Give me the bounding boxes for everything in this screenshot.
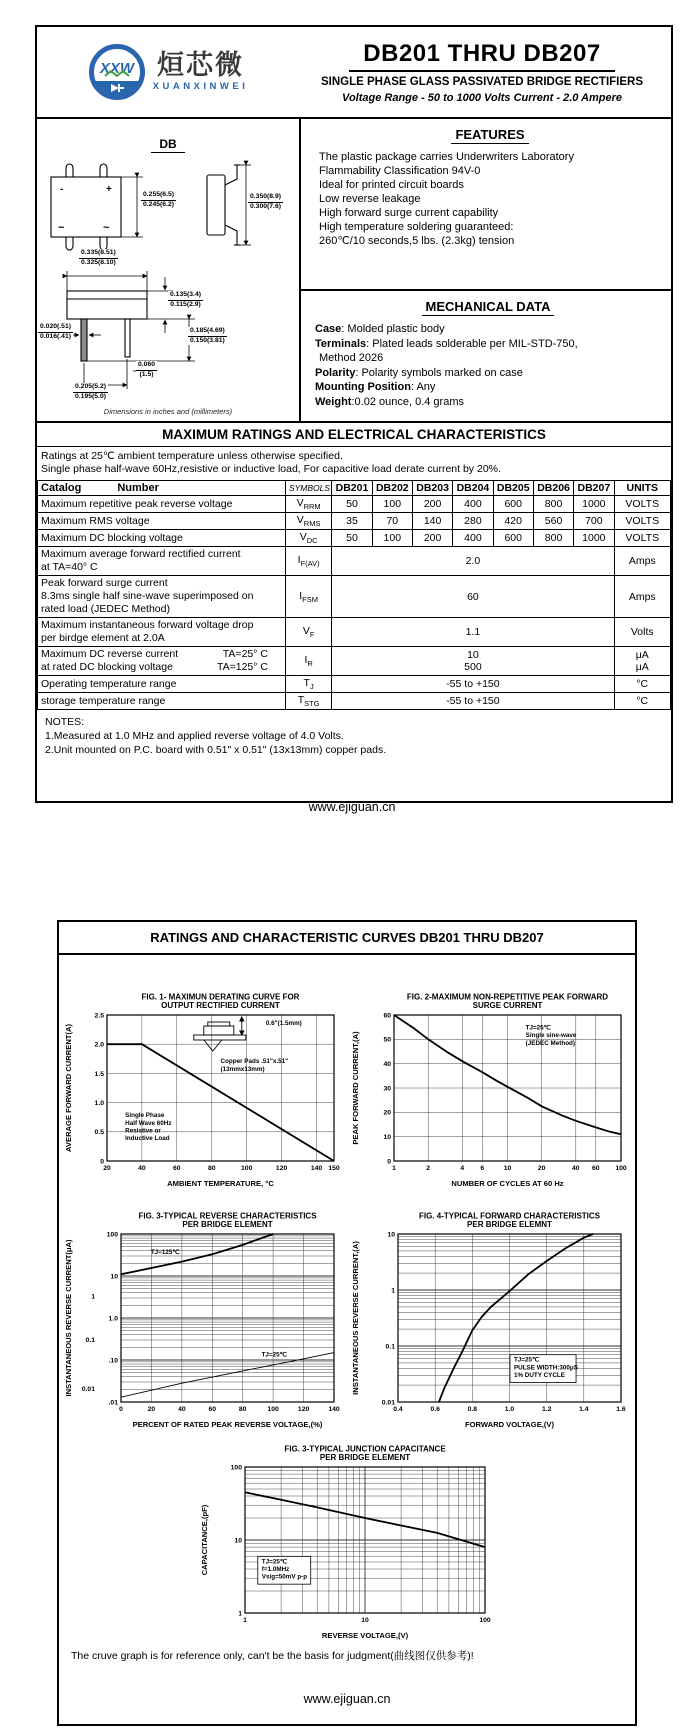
- parameter-name-cell: Peak forward surge current 8.3ms single half sine-wave superimposed on rated load (JEDEC Method): [38, 576, 286, 618]
- units-cell: Amps: [614, 576, 671, 618]
- svg-text:0.6: 0.6: [430, 1406, 440, 1413]
- parameter-name-cell: Maximum DC blocking voltage: [38, 530, 286, 547]
- parameter-name-cell: storage temperature range: [38, 693, 286, 710]
- mechanical-data-section: [301, 291, 671, 421]
- part-column-header: DB204: [453, 481, 493, 496]
- table-row: [38, 530, 671, 547]
- grid: [398, 1234, 621, 1402]
- value-cell: 60: [332, 576, 614, 618]
- symbol-cell: $V_F$: [285, 618, 331, 647]
- svg-text:150: 150: [328, 1165, 340, 1172]
- x-tick-labels: [243, 1617, 491, 1624]
- parameter-name-cell: Maximum DC reverse current TA=25° C at rated DC blocking voltage TA=125° C: [38, 647, 286, 676]
- svg-text:0.1: 0.1: [385, 1343, 395, 1351]
- y-axis-label: INSTANTANEOUS REVERSE CURRENT(μA): [64, 1239, 73, 1397]
- svg-text:40: 40: [383, 1061, 391, 1069]
- polarity-marks: [58, 184, 112, 234]
- svg-text:1: 1: [391, 1287, 395, 1295]
- mechanical-heading: MECHANICAL DATA: [315, 299, 661, 314]
- chart-title: [138, 1212, 317, 1230]
- svg-text:f=1.0MHz: f=1.0MHz: [261, 1565, 290, 1573]
- svg-text:0: 0: [387, 1158, 391, 1166]
- title-block: [299, 40, 671, 104]
- part-column-header: DB205: [493, 481, 533, 496]
- voltage-current-range: Voltage Range - 50 to 1000 Volts Current - 2.0 Ampere: [342, 92, 622, 104]
- svg-text:1: 1: [91, 1293, 95, 1301]
- svg-text:Single Phase: Single Phase: [125, 1112, 165, 1120]
- svg-text:1.0: 1.0: [108, 1315, 118, 1323]
- svg-text:40: 40: [178, 1406, 186, 1413]
- svg-text:100: 100: [230, 1464, 242, 1472]
- mechanical-line: Polarity: Polarity symbols marked on case: [315, 366, 523, 379]
- svg-text:0.01: 0.01: [81, 1386, 95, 1393]
- svg-text:(13mmx13mm): (13mmx13mm): [220, 1065, 265, 1073]
- value-cell: 35: [332, 513, 372, 530]
- fig2-surge-current-chart: [348, 991, 633, 1196]
- logo-chinese-name: 烜芯微: [156, 50, 244, 81]
- value-cell: 560: [533, 513, 573, 530]
- svg-text:TJ=25℃: TJ=25℃: [261, 1351, 287, 1359]
- y-axis-label: PEAK FORWARD CURRENT,(A): [351, 1031, 360, 1145]
- fig1-derating-curve-chart: [61, 991, 346, 1196]
- package-name: DB: [37, 137, 299, 151]
- svg-text:4: 4: [460, 1165, 465, 1172]
- features-heading: FEATURES: [319, 127, 661, 142]
- company-logo: [37, 43, 299, 101]
- mechanical-line: Method 2026: [319, 352, 384, 364]
- svg-text:0.1: 0.1: [85, 1337, 95, 1345]
- table-row: [38, 496, 671, 513]
- svg-text:+: +: [106, 184, 112, 195]
- x-axis-label: AMBIENT TEMPERATURE, °C: [167, 1179, 274, 1188]
- svg-text:PULSE WIDTH:300μS: PULSE WIDTH:300μS: [513, 1364, 579, 1372]
- svg-text:TJ=25℃: TJ=25℃: [513, 1356, 540, 1364]
- svg-text:100: 100: [106, 1231, 118, 1239]
- front-view: [51, 164, 121, 250]
- svg-text:6: 6: [480, 1165, 485, 1172]
- symbol-cell: $I_{FSM}$: [285, 576, 331, 618]
- table-row: [38, 693, 671, 710]
- header: [37, 27, 671, 119]
- ratings-conditions: [37, 447, 671, 480]
- value-cell: 400: [453, 530, 493, 547]
- dim-front-height: 0.255(6.5) 0.245(6.2): [143, 191, 174, 208]
- units-header: UNITS: [614, 481, 671, 496]
- dim-lead-width: 0.020(.51) 0.016(.41): [40, 323, 71, 340]
- x-tick-labels: [393, 1406, 626, 1413]
- svg-text:~: ~: [58, 222, 65, 234]
- units-cell: Amps: [614, 547, 671, 576]
- svg-text:1: 1: [238, 1610, 242, 1618]
- svg-text:1: 1: [243, 1617, 247, 1624]
- units-cell: Volts: [614, 618, 671, 647]
- svg-text:10: 10: [361, 1617, 369, 1624]
- svg-text:140: 140: [310, 1165, 323, 1172]
- dim-lead-pitch: 0.205(5.2) 0.195(5.0): [75, 383, 106, 400]
- svg-text:TJ=25℃: TJ=25℃: [525, 1024, 551, 1032]
- grid: [121, 1234, 334, 1402]
- curves-section-heading: RATINGS AND CHARACTERISTIC CURVES DB201 THRU DB207: [59, 922, 635, 955]
- part-column-header: DB202: [372, 481, 412, 496]
- svg-text:60: 60: [383, 1012, 391, 1020]
- svg-text:FIG. 3-TYPICAL JUNCTION CAPACI: FIG. 3-TYPICAL JUNCTION CAPACITANCE: [284, 1444, 446, 1454]
- value-cell: 400: [453, 496, 493, 513]
- svg-text:2.0: 2.0: [94, 1041, 104, 1049]
- value-cell: 800: [533, 496, 573, 513]
- dim-body-thickness: 0.135(3.4) 0.115(2.9): [170, 291, 201, 308]
- table-row: [38, 547, 671, 576]
- mechanical-list: [315, 322, 661, 409]
- package-and-features-row: [37, 119, 671, 423]
- y-tick-labels: [383, 1012, 391, 1165]
- svg-text:PER BRIDGE ELEMENT: PER BRIDGE ELEMENT: [182, 1220, 273, 1229]
- logo-text: [153, 52, 249, 92]
- x-tick-labels: [119, 1406, 340, 1413]
- x-axis-label: FORWARD VOLTAGE,(V): [464, 1420, 555, 1429]
- svg-text:1.5: 1.5: [94, 1070, 104, 1078]
- symbols-header: SYMBOLS: [285, 481, 331, 496]
- mechanical-line: Mounting Position: Any: [315, 381, 436, 393]
- mechanical-line: Case: Molded plastic body: [315, 323, 445, 335]
- svg-text:1.0: 1.0: [504, 1406, 515, 1413]
- svg-text:60: 60: [208, 1406, 217, 1413]
- svg-text:2: 2: [426, 1165, 431, 1172]
- package-outline-drawing: [37, 119, 299, 421]
- symbol-cell: $V_{RRM}$: [285, 496, 331, 513]
- fig3-reverse-characteristics-chart: [61, 1210, 346, 1437]
- y-tick-labels: [95, 1012, 105, 1165]
- svg-text:SURGE CURRENT: SURGE CURRENT: [472, 1001, 543, 1010]
- svg-text:10: 10: [387, 1231, 395, 1239]
- dim-body-width: 0.335(8.51) 0.325(8.10): [81, 249, 116, 266]
- svg-text:20: 20: [537, 1165, 546, 1172]
- svg-text:80: 80: [238, 1406, 247, 1413]
- annotations: [510, 1355, 578, 1383]
- svg-text:100: 100: [479, 1617, 491, 1624]
- svg-text:0: 0: [119, 1406, 123, 1413]
- svg-text:30: 30: [383, 1085, 391, 1093]
- svg-text:120: 120: [297, 1406, 310, 1413]
- symbol-cell: $V_{RMS}$: [285, 513, 331, 530]
- figures-row-3: [59, 1443, 635, 1648]
- mechanical-line: Weight:0.02 ounce, 0.4 grams: [315, 395, 464, 408]
- part-number-title: DB201 THRU DB207: [349, 40, 614, 72]
- table-row: [38, 618, 671, 647]
- x-axis-label: NUMBER OF CYCLES AT 60 Hz: [451, 1179, 564, 1188]
- svg-text:20: 20: [383, 1109, 391, 1117]
- package-drawing-cell: [37, 119, 301, 421]
- reference-disclaimer: The cruve graph is for reference only, can't be the basis for judgment(曲线图仅供参考)!: [71, 1650, 474, 1662]
- y-tick-labels: [382, 1231, 395, 1406]
- svg-text:1% DUTY CYCLE: 1% DUTY CYCLE: [513, 1371, 565, 1379]
- annotations: [258, 1556, 311, 1584]
- symbol-cell: $I_{F(AV)}$: [285, 547, 331, 576]
- bottom-view: [67, 291, 147, 361]
- dim-standoff: 0.060 (1.5): [138, 361, 156, 378]
- feature-line: High temperature soldering guaranteed:: [319, 221, 514, 233]
- y-tick-labels: [82, 1231, 118, 1406]
- note-line: 2.Unit mounted on P.C. board with 0.51" x 0.51" (13x13mm) copper pads.: [45, 744, 387, 757]
- svg-text:FIG. 3-TYPICAL REVERSE CHARACT: FIG. 3-TYPICAL REVERSE CHARACTERISTICS: [138, 1211, 317, 1221]
- svg-text:.10: .10: [108, 1357, 118, 1365]
- x-tick-labels: [392, 1165, 627, 1172]
- svg-text:140: 140: [328, 1406, 340, 1413]
- part-column-header: DB201: [332, 481, 372, 496]
- svg-text:40: 40: [572, 1165, 580, 1172]
- table-header-row: [38, 481, 671, 496]
- figures-row-2: [59, 1210, 635, 1437]
- feature-line: Ideal for printed circuit boards: [319, 179, 464, 191]
- value-cell: 1000: [574, 496, 614, 513]
- units-cell: VOLTS: [614, 530, 671, 547]
- fig5-junction-capacitance-chart: [197, 1443, 497, 1648]
- svg-text:60: 60: [173, 1165, 181, 1172]
- symbol-cell: $V_{DC}$: [285, 530, 331, 547]
- svg-text:.01: .01: [108, 1399, 118, 1407]
- parameter-name-cell: Operating temperature range: [38, 676, 286, 693]
- value-cell: 140: [412, 513, 452, 530]
- notes-section: [37, 710, 671, 801]
- svg-text:TJ=25℃: TJ=25℃: [261, 1558, 287, 1566]
- svg-text:OUTPUT RECTIFIED CURRENT: OUTPUT RECTIFIED CURRENT: [161, 1001, 280, 1010]
- chart-title: [419, 1212, 601, 1230]
- dimensions-caption: Dimensions in inches and (millimeters): [103, 407, 233, 416]
- svg-text:Half Wave 60Hz: Half Wave 60Hz: [125, 1119, 172, 1127]
- svg-text:1.0: 1.0: [94, 1100, 104, 1107]
- note-line: NOTES:: [45, 716, 85, 729]
- svg-text:Copper Pads .51"x.51": Copper Pads .51"x.51": [220, 1058, 289, 1066]
- svg-text:20: 20: [147, 1406, 156, 1413]
- xxw-logo-icon: [88, 43, 146, 101]
- svg-text:1: 1: [392, 1165, 396, 1172]
- value-cell: -55 to +150: [332, 676, 614, 693]
- svg-text:PER BRIDGE ELEMNT: PER BRIDGE ELEMNT: [467, 1220, 552, 1229]
- figures-row-1: [59, 991, 635, 1196]
- svg-text:PER BRIDGE ELEMENT: PER BRIDGE ELEMENT: [319, 1453, 411, 1462]
- value-cell: -55 to +150: [332, 693, 614, 710]
- svg-text:40: 40: [138, 1165, 146, 1172]
- symbol-cell: $T_J$: [285, 676, 331, 693]
- units-cell: °C: [614, 693, 671, 710]
- svg-text:50: 50: [383, 1036, 391, 1044]
- svg-text:FIG. 2-MAXIMUM NON-REPETITIVE: FIG. 2-MAXIMUM NON-REPETITIVE PEAK FORWARD: [406, 992, 609, 1002]
- symbol-cell: $T_{STG}$: [285, 693, 331, 710]
- feature-line: The plastic package carries Underwriters Laboratory: [319, 151, 574, 163]
- svg-text:10: 10: [383, 1134, 391, 1142]
- value-cell: 600: [493, 496, 533, 513]
- svg-text:60: 60: [592, 1165, 600, 1172]
- features-list: [319, 150, 661, 248]
- svg-text:0.01: 0.01: [381, 1399, 395, 1407]
- svg-text:FIG. 4-TYPICAL FORWARD CHARACT: FIG. 4-TYPICAL FORWARD CHARACTERISTICS: [418, 1211, 601, 1221]
- front-dim-lines: [121, 177, 143, 237]
- svg-text:1.4: 1.4: [579, 1406, 589, 1413]
- svg-text:Inductive Load: Inductive Load: [125, 1135, 170, 1142]
- svg-text:Single sine-wave: Single sine-wave: [525, 1032, 577, 1040]
- features-section: [301, 119, 671, 291]
- value-cell: 100: [372, 496, 412, 513]
- svg-text:0: 0: [100, 1158, 104, 1166]
- svg-text:10: 10: [110, 1273, 118, 1281]
- value-cell: 200: [412, 496, 452, 513]
- x-axis-label: PERCENT OF RATED PEAK REVERSE VOLTAGE,(%): [132, 1420, 323, 1429]
- grid: [245, 1467, 485, 1613]
- y-tick-labels: [231, 1464, 243, 1617]
- datasheet-page-1: [35, 25, 673, 803]
- value-cell: 50: [332, 530, 372, 547]
- value-cell: 100: [372, 530, 412, 547]
- package-inset-drawing: [194, 1017, 246, 1051]
- side-view: [207, 165, 240, 245]
- part-column-header: DB206: [533, 481, 573, 496]
- value-cell: 10 500: [332, 647, 614, 676]
- value-cell: 280: [453, 513, 493, 530]
- svg-text:Vsig=50mV p-p: Vsig=50mV p-p: [261, 1573, 308, 1581]
- feature-line: Flammability Classification 94V-0: [319, 165, 481, 177]
- parameter-name-cell: Maximum average forward rectified current at TA=40° C: [38, 547, 286, 576]
- svg-text:~: ~: [103, 222, 110, 234]
- chart-title: [407, 993, 608, 1011]
- units-cell: °C: [614, 676, 671, 693]
- y-axis-label: AVERAGE FORWARD CURRENT(A): [64, 1024, 73, 1152]
- svg-text:0.6"(1.5mm): 0.6"(1.5mm): [265, 1020, 302, 1028]
- value-cell: 800: [533, 530, 573, 547]
- svg-text:20: 20: [103, 1165, 111, 1172]
- y-axis-label: INSTANTANEOUS REVERSE CURRENT,(A): [351, 1241, 360, 1395]
- feature-line: Low reverse leakage: [319, 193, 421, 205]
- note-line: 1.Measured at 1.0 MHz and applied reverse voltage of 4.0 Volts.: [45, 730, 344, 743]
- svg-text:Resistive or: Resistive or: [125, 1127, 161, 1135]
- website-footer-page2: www.ejiguan.cn: [303, 1692, 391, 1706]
- svg-text:FIG. 1- MAXIMUN DERATING CURVE: FIG. 1- MAXIMUN DERATING CURVE FOR: [141, 992, 300, 1002]
- document-subtitle: SINGLE PHASE GLASS PASSIVATED BRIDGE RECTIFIERS: [320, 76, 644, 88]
- feature-line: High forward surge current capability: [319, 207, 499, 219]
- features-mechanical-cell: [301, 119, 671, 421]
- x-tick-labels: [103, 1165, 340, 1172]
- annotations: [151, 1249, 287, 1358]
- fig4-forward-characteristics-chart: [348, 1210, 633, 1437]
- value-cell: 70: [372, 513, 412, 530]
- symbol-cell: $I_R$: [285, 647, 331, 676]
- table-row: [38, 576, 671, 618]
- svg-text:0.8: 0.8: [467, 1406, 478, 1413]
- chart-title: [142, 993, 300, 1011]
- units-cell: VOLTS: [614, 496, 671, 513]
- grid: [394, 1015, 621, 1161]
- svg-text:80: 80: [208, 1165, 216, 1172]
- annotations: [125, 1020, 302, 1142]
- chart-title: [284, 1445, 446, 1463]
- value-cell: 420: [493, 513, 533, 530]
- value-cell: 1.1: [332, 618, 614, 647]
- svg-text:0.4: 0.4: [393, 1406, 403, 1413]
- svg-text:120: 120: [275, 1165, 288, 1172]
- y-axis-label: CAPACITANCE,(pF): [200, 1504, 209, 1576]
- svg-text:(JEDEC Method): (JEDEC Method): [525, 1039, 575, 1047]
- dim-side-height: 0.350(8.9) 0.300(7.6): [250, 193, 281, 210]
- table-row: [38, 647, 671, 676]
- units-cell: VOLTS: [614, 513, 671, 530]
- svg-text:100: 100: [267, 1406, 279, 1413]
- svg-text:-: -: [60, 184, 64, 195]
- table-row: [38, 676, 671, 693]
- units-cell: μA μA: [614, 647, 671, 676]
- svg-text:10: 10: [234, 1537, 242, 1545]
- table-row: [38, 513, 671, 530]
- part-column-header: DB207: [574, 481, 614, 496]
- value-cell: 600: [493, 530, 533, 547]
- value-cell: 2.0: [332, 547, 614, 576]
- svg-text:1.2: 1.2: [541, 1406, 552, 1413]
- ratings-condition-1: Ratings at 25℃ ambient temperature unless otherwise specified.: [41, 450, 343, 462]
- value-cell: 200: [412, 530, 452, 547]
- dim-lead-length: 0.185(4.69) 0.150(3.81): [190, 327, 225, 344]
- x-axis-label: REVERSE VOLTAGE,(V): [321, 1631, 409, 1640]
- svg-text:XXW: XXW: [99, 60, 134, 77]
- catalog-number-header: Catalog Number: [38, 481, 286, 496]
- parameter-name-cell: Maximum RMS voltage: [38, 513, 286, 530]
- svg-text:1.6: 1.6: [616, 1406, 626, 1413]
- ratings-condition-2: Single phase half-wave 60Hz,resistive or inductive load, For capacitive load derate current by 20%.: [41, 463, 501, 475]
- annotations: [526, 1025, 577, 1047]
- logo-latin-name: XUANXINWEI: [152, 81, 249, 93]
- value-cell: 50: [332, 496, 372, 513]
- svg-text:100: 100: [615, 1165, 627, 1172]
- website-footer-page1: www.ejiguan.cn: [308, 800, 396, 814]
- svg-text:0.5: 0.5: [94, 1129, 104, 1137]
- mechanical-line: Terminals: Plated leads solderable per MIL-STD-750,: [315, 337, 578, 350]
- svg-text:TJ=125℃: TJ=125℃: [150, 1249, 180, 1257]
- svg-text:100: 100: [241, 1165, 253, 1172]
- svg-text:10: 10: [503, 1165, 512, 1172]
- value-cell: 1000: [574, 530, 614, 547]
- feature-line: 260℃/10 seconds,5 lbs. (2.3kg) tension: [319, 235, 515, 247]
- svg-text:2.5: 2.5: [94, 1012, 104, 1020]
- ratings-section-heading: MAXIMUM RATINGS AND ELECTRICAL CHARACTERISTICS: [37, 423, 671, 447]
- parameter-name-cell: Maximum instantaneous forward voltage drop per birdge element at 2.0A: [38, 618, 286, 647]
- parameter-name-cell: Maximum repetitive peak reverse voltage: [38, 496, 286, 513]
- value-cell: 700: [574, 513, 614, 530]
- ratings-table: [37, 480, 671, 710]
- part-column-header: DB203: [412, 481, 452, 496]
- datasheet-page-2: [57, 920, 637, 1726]
